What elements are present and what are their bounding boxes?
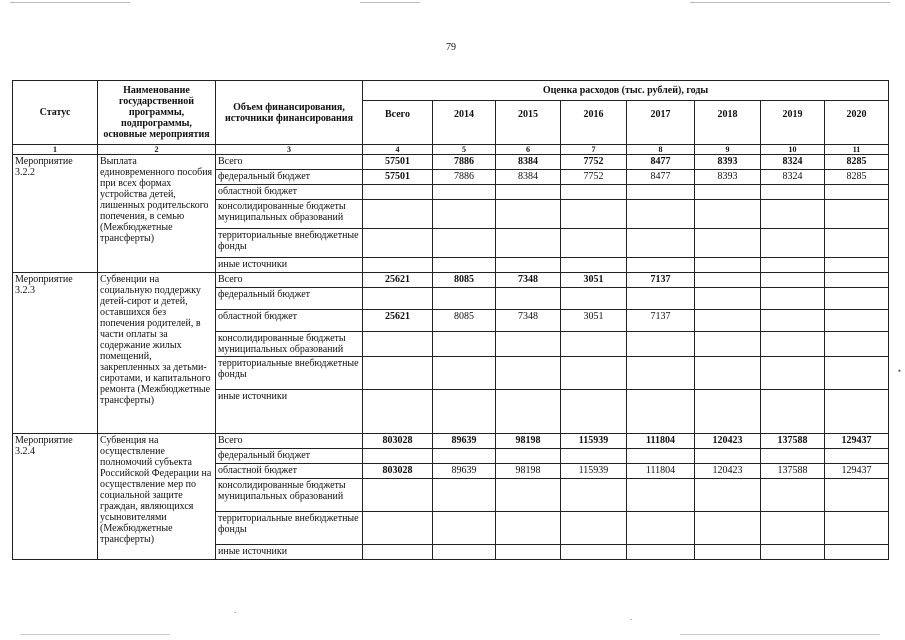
value-cell: [496, 200, 561, 229]
column-number: 10: [761, 145, 825, 155]
funding-source: областной бюджет: [216, 464, 363, 479]
top-rule-left: [10, 2, 130, 3]
value-cell: [496, 512, 561, 545]
value-cell: [561, 449, 627, 464]
value-cell: 7348: [496, 310, 561, 332]
value-cell: [561, 357, 627, 390]
column-number: 8: [627, 145, 695, 155]
value-cell: [695, 185, 761, 200]
value-cell: 3051: [561, 273, 627, 288]
value-cell: [761, 449, 825, 464]
value-cell: 8324: [761, 170, 825, 185]
bottom-rule-left: [20, 634, 170, 635]
value-cell: 7137: [627, 273, 695, 288]
value-cell: [561, 390, 627, 434]
header-year: 2018: [695, 101, 761, 145]
value-cell: [761, 512, 825, 545]
top-rule-mid: [360, 2, 420, 3]
value-cell: [433, 545, 496, 560]
value-cell: 25621: [363, 273, 433, 288]
value-cell: [561, 185, 627, 200]
value-cell: [561, 200, 627, 229]
value-cell: 8085: [433, 310, 496, 332]
page-number: 79: [446, 42, 456, 53]
value-cell: 803028: [363, 434, 433, 449]
value-cell: [433, 258, 496, 273]
header-funding: Объем финансирования, источники финансирования: [216, 81, 363, 145]
value-cell: 115939: [561, 434, 627, 449]
value-cell: 8393: [695, 155, 761, 170]
value-cell: 25621: [363, 310, 433, 332]
value-cell: 8085: [433, 273, 496, 288]
value-cell: [496, 357, 561, 390]
value-cell: 8384: [496, 155, 561, 170]
value-cell: [825, 332, 889, 357]
funding-source: территориальные внебюджетные фонды: [216, 512, 363, 545]
funding-source: территориальные внебюджетные фонды: [216, 357, 363, 390]
table-row: [13, 434, 889, 449]
value-cell: [561, 545, 627, 560]
value-cell: [561, 512, 627, 545]
header-year: 2014: [433, 101, 496, 145]
value-cell: 7348: [496, 273, 561, 288]
value-cell: [363, 449, 433, 464]
value-cell: [627, 479, 695, 512]
value-cell: [825, 545, 889, 560]
funding-source: иные источники: [216, 545, 363, 560]
column-number: 5: [433, 145, 496, 155]
scan-speck: .: [630, 612, 633, 622]
value-cell: [561, 288, 627, 310]
value-cell: [825, 273, 889, 288]
funding-source: федеральный бюджет: [216, 170, 363, 185]
value-cell: [433, 390, 496, 434]
activity-name: Выплата единовременного пособия при всех формах устройства детей, лишенных родительского попечения, в семью (Межбюджетные трансферты): [98, 155, 216, 273]
value-cell: [433, 332, 496, 357]
value-cell: [363, 258, 433, 273]
value-cell: [695, 390, 761, 434]
value-cell: [561, 332, 627, 357]
value-cell: 120423: [695, 434, 761, 449]
activity-status: Мероприятие 3.2.2: [13, 155, 98, 273]
value-cell: [363, 545, 433, 560]
value-cell: [363, 332, 433, 357]
value-cell: [496, 288, 561, 310]
expenditure-table: [12, 80, 889, 560]
value-cell: 7886: [433, 170, 496, 185]
funding-source: Всего: [216, 155, 363, 170]
value-cell: [695, 310, 761, 332]
value-cell: [825, 229, 889, 258]
value-cell: [825, 449, 889, 464]
header-program: Наименование государственной программы, подпрограммы, основные мероприятия: [98, 81, 216, 145]
scan-speck: .: [234, 605, 237, 615]
funding-source: консолидированные бюджеты муниципальных образований: [216, 332, 363, 357]
funding-source: федеральный бюджет: [216, 449, 363, 464]
value-cell: [695, 332, 761, 357]
value-cell: [695, 545, 761, 560]
value-cell: [761, 185, 825, 200]
value-cell: [761, 200, 825, 229]
funding-source: Всего: [216, 273, 363, 288]
value-cell: 3051: [561, 310, 627, 332]
value-cell: [761, 332, 825, 357]
header-year: 2019: [761, 101, 825, 145]
header-status: Статус: [13, 81, 98, 145]
value-cell: [627, 185, 695, 200]
value-cell: 129437: [825, 434, 889, 449]
header-year: 2015: [496, 101, 561, 145]
value-cell: [627, 512, 695, 545]
header-estimate: Оценка расходов (тыс. рублей), годы: [363, 81, 889, 101]
column-number: 1: [13, 145, 98, 155]
value-cell: [825, 185, 889, 200]
value-cell: [433, 512, 496, 545]
table-row: [13, 273, 889, 288]
value-cell: [761, 273, 825, 288]
value-cell: [433, 288, 496, 310]
value-cell: [695, 200, 761, 229]
value-cell: [695, 479, 761, 512]
value-cell: [627, 332, 695, 357]
value-cell: [496, 449, 561, 464]
value-cell: [761, 229, 825, 258]
value-cell: [561, 479, 627, 512]
value-cell: [761, 479, 825, 512]
table-row: [13, 155, 889, 170]
value-cell: 7752: [561, 155, 627, 170]
value-cell: [825, 310, 889, 332]
value-cell: [496, 545, 561, 560]
value-cell: [561, 229, 627, 258]
value-cell: 57501: [363, 155, 433, 170]
value-cell: [761, 390, 825, 434]
funding-source: иные источники: [216, 390, 363, 434]
edge-mark: •: [897, 366, 901, 376]
activity-name: Субвенция на осуществление полномочий субъекта Российской Федерации на осуществление мер по социальной защите граждан, являющихся усыновителями (Межбюджетные трансферты): [98, 434, 216, 560]
value-cell: 8324: [761, 155, 825, 170]
value-cell: [695, 449, 761, 464]
value-cell: [496, 258, 561, 273]
value-cell: [695, 357, 761, 390]
value-cell: 137588: [761, 434, 825, 449]
value-cell: 89639: [433, 464, 496, 479]
value-cell: [695, 512, 761, 545]
header-year: 2020: [825, 101, 889, 145]
value-cell: [627, 258, 695, 273]
funding-source: консолидированные бюджеты муниципальных образований: [216, 479, 363, 512]
value-cell: 803028: [363, 464, 433, 479]
value-cell: 8285: [825, 155, 889, 170]
value-cell: 8285: [825, 170, 889, 185]
value-cell: [695, 288, 761, 310]
value-cell: [496, 390, 561, 434]
value-cell: [627, 229, 695, 258]
top-rule-right: [690, 2, 890, 3]
value-cell: [363, 357, 433, 390]
value-cell: 8384: [496, 170, 561, 185]
value-cell: 7137: [627, 310, 695, 332]
value-cell: [496, 479, 561, 512]
value-cell: 8477: [627, 155, 695, 170]
value-cell: 137588: [761, 464, 825, 479]
value-cell: [695, 229, 761, 258]
column-number: 4: [363, 145, 433, 155]
value-cell: [627, 449, 695, 464]
funding-source: областной бюджет: [216, 310, 363, 332]
value-cell: 129437: [825, 464, 889, 479]
value-cell: [627, 390, 695, 434]
value-cell: [761, 310, 825, 332]
value-cell: [363, 200, 433, 229]
value-cell: [825, 288, 889, 310]
value-cell: 115939: [561, 464, 627, 479]
value-cell: 8393: [695, 170, 761, 185]
value-cell: 57501: [363, 170, 433, 185]
value-cell: 98198: [496, 434, 561, 449]
value-cell: 8477: [627, 170, 695, 185]
value-cell: [433, 357, 496, 390]
value-cell: [433, 200, 496, 229]
value-cell: [627, 357, 695, 390]
funding-source: территориальные внебюджетные фонды: [216, 229, 363, 258]
value-cell: [496, 332, 561, 357]
header-year: 2016: [561, 101, 627, 145]
column-number: 3: [216, 145, 363, 155]
funding-source: иные источники: [216, 258, 363, 273]
value-cell: 98198: [496, 464, 561, 479]
value-cell: [363, 512, 433, 545]
value-cell: 111804: [627, 464, 695, 479]
value-cell: 89639: [433, 434, 496, 449]
value-cell: [363, 229, 433, 258]
value-cell: [363, 185, 433, 200]
value-cell: 7752: [561, 170, 627, 185]
value-cell: [761, 288, 825, 310]
value-cell: [695, 273, 761, 288]
value-cell: [433, 449, 496, 464]
value-cell: [363, 288, 433, 310]
value-cell: [363, 479, 433, 512]
funding-source: Всего: [216, 434, 363, 449]
column-number: 11: [825, 145, 889, 155]
value-cell: [761, 357, 825, 390]
bottom-rule-right: [680, 634, 880, 635]
value-cell: [825, 479, 889, 512]
column-number: 2: [98, 145, 216, 155]
funding-source: федеральный бюджет: [216, 288, 363, 310]
funding-source: консолидированные бюджеты муниципальных образований: [216, 200, 363, 229]
activity-name: Субвенции на социальную поддержку детей-сирот и детей, оставшихся без попечения родителей, в части оплаты за содержание жилых помещений, закрепленных за детьми-сиротами, и капитального ремонта (Межбюджетные трансферты): [98, 273, 216, 434]
activity-status: Мероприятие 3.2.3: [13, 273, 98, 434]
value-cell: [496, 185, 561, 200]
activity-status: Мероприятие 3.2.4: [13, 434, 98, 560]
value-cell: 120423: [695, 464, 761, 479]
value-cell: [825, 390, 889, 434]
value-cell: [433, 185, 496, 200]
header-total: Всего: [363, 101, 433, 145]
column-number: 7: [561, 145, 627, 155]
value-cell: [825, 200, 889, 229]
value-cell: [627, 200, 695, 229]
value-cell: [627, 288, 695, 310]
value-cell: [627, 545, 695, 560]
value-cell: [761, 545, 825, 560]
value-cell: [761, 258, 825, 273]
value-cell: [825, 357, 889, 390]
value-cell: [825, 258, 889, 273]
value-cell: [695, 258, 761, 273]
value-cell: [433, 229, 496, 258]
value-cell: [561, 258, 627, 273]
value-cell: [825, 512, 889, 545]
value-cell: 7886: [433, 155, 496, 170]
value-cell: [496, 229, 561, 258]
value-cell: 111804: [627, 434, 695, 449]
header-year: 2017: [627, 101, 695, 145]
value-cell: [363, 390, 433, 434]
column-number: 9: [695, 145, 761, 155]
value-cell: [433, 479, 496, 512]
funding-source: областной бюджет: [216, 185, 363, 200]
column-number: 6: [496, 145, 561, 155]
